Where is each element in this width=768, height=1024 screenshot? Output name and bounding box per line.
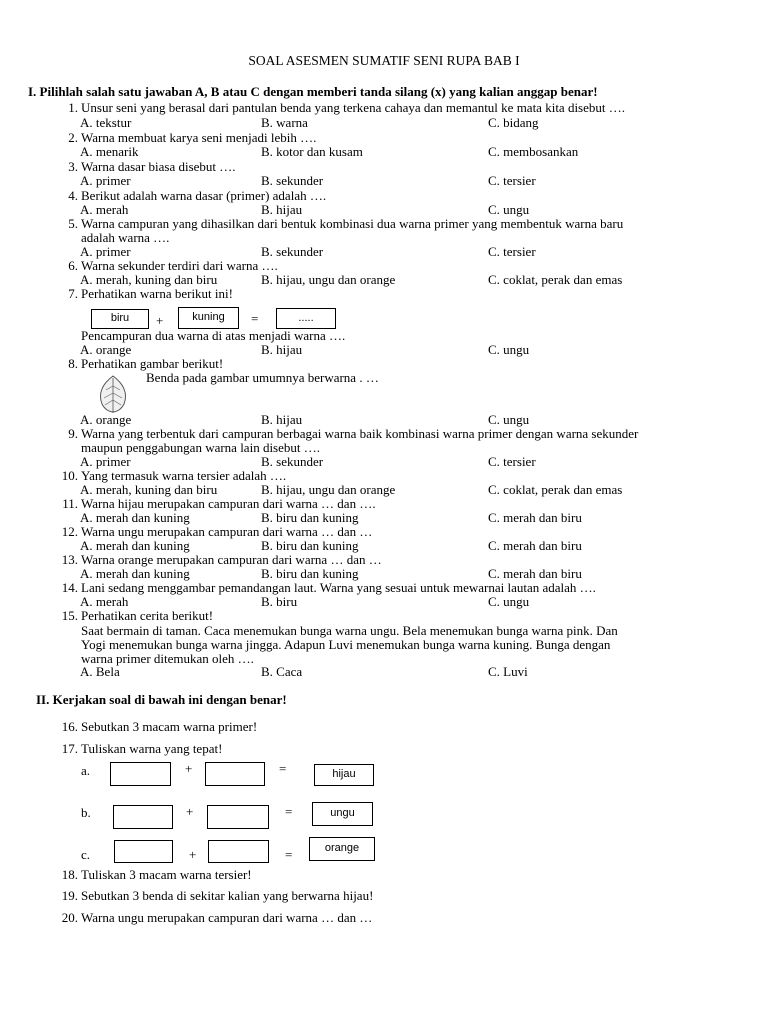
blank-box — [114, 840, 173, 863]
question-text: Warna sekunder terdiri dari warna …. — [81, 258, 278, 273]
question-text-continued: maupun penggabungan warna lain disebut …. — [81, 440, 320, 455]
option-c: C. ungu — [488, 412, 530, 427]
question-text: Perhatikan cerita berikut! — [81, 608, 214, 623]
question-text: Warna orange merupakan campuran dari warna … dan … — [81, 552, 382, 567]
plus-sign: + — [189, 847, 197, 862]
color-box-biru: biru — [91, 309, 149, 329]
option-a: A. merah, kuning dan biru — [80, 482, 218, 497]
option-b: B. sekunder — [261, 173, 324, 188]
blank-box — [205, 762, 265, 786]
option-a: A. merah dan kuning — [80, 510, 190, 525]
option-a: A. merah — [80, 594, 129, 609]
question-number: 16. — [61, 719, 78, 734]
answer-box: ..... — [276, 308, 336, 329]
question-number: 11. — [62, 496, 78, 511]
question-number: 14. — [61, 580, 78, 595]
story-line-3: warna primer ditemukan oleh …. — [81, 651, 254, 666]
plus-sign: + — [156, 313, 164, 328]
color-box-kuning: kuning — [178, 307, 239, 329]
question-text: Warna yang terbentuk dari campuran berbagai warna baik kombinasi warna primer dengan warna sekunder — [81, 426, 639, 441]
plus-sign: + — [185, 761, 193, 776]
option-c: C. ungu — [488, 342, 530, 357]
question-text: Warna dasar biasa disebut …. — [81, 159, 236, 174]
question-number: 2. — [68, 130, 78, 145]
option-a: A. tekstur — [80, 115, 132, 130]
result-box-orange: orange — [309, 837, 375, 861]
question-text-continued: adalah warna …. — [81, 230, 170, 245]
page-title: SOAL ASESMEN SUMATIF SENI RUPA BAB I — [248, 53, 520, 68]
option-c: C. merah dan biru — [488, 510, 582, 525]
option-a: A. orange — [80, 342, 132, 357]
option-a: A. orange — [80, 412, 132, 427]
section-2-heading: II. Kerjakan soal di bawah ini dengan benar! — [36, 692, 287, 707]
row-label-c: c. — [81, 847, 91, 862]
story-line-1: Saat bermain di taman. Caca menemukan bunga warna ungu. Bela menemukan bunga warna pink. Dan — [81, 623, 618, 638]
blank-box — [207, 805, 269, 829]
option-c: C. merah dan biru — [488, 566, 582, 581]
equals-sign: = — [285, 847, 293, 862]
option-c: C. membosankan — [488, 144, 579, 159]
row-label-a: a. — [81, 763, 91, 778]
option-c: C. merah dan biru — [488, 538, 582, 553]
option-c: C. ungu — [488, 594, 530, 609]
question-text: Warna hijau merupakan campuran dari warna … dan …. — [81, 496, 376, 511]
question-text: Sebutkan 3 macam warna primer! — [81, 719, 258, 734]
question-number: 9. — [68, 426, 78, 441]
option-b: B. hijau — [261, 202, 303, 217]
story-line-2: Yogi menemukan bunga warna jingga. Adapun Luvi menemukan bunga warna kuning. Bunga dengan — [81, 637, 611, 652]
question-number: 20. — [61, 910, 78, 925]
option-a: A. primer — [80, 173, 131, 188]
option-b: B. hijau, ungu dan orange — [261, 272, 396, 287]
option-a: A. menarik — [80, 144, 139, 159]
question-text: Unsur seni yang berasal dari pantulan benda yang terkena cahaya dan memantul ke mata kita disebut …. — [81, 100, 626, 115]
equals-sign: = — [279, 761, 287, 776]
option-b: B. biru dan kuning — [261, 566, 359, 581]
question-number: 3. — [68, 159, 78, 174]
question-number: 4. — [68, 188, 78, 203]
option-c: C. coklat, perak dan emas — [488, 272, 623, 287]
question-text: Berikut adalah warna dasar (primer) adalah …. — [81, 188, 327, 203]
option-c: C. ungu — [488, 202, 530, 217]
option-a: A. primer — [80, 244, 131, 259]
question-number: 13. — [61, 552, 78, 567]
question-text: Warna ungu merupakan campuran dari warna … dan … — [81, 524, 373, 539]
question-number: 12. — [61, 524, 78, 539]
option-b: B. hijau — [261, 412, 303, 427]
option-c: C. tersier — [488, 454, 536, 469]
question-text-continued: Benda pada gambar umumnya berwarna . … — [146, 370, 379, 385]
question-number: 8. — [68, 356, 78, 371]
option-c: C. Luvi — [488, 664, 528, 679]
option-b: B. biru — [261, 594, 298, 609]
question-number: 7. — [68, 286, 78, 301]
option-b: B. biru dan kuning — [261, 538, 359, 553]
option-b: B. hijau — [261, 342, 303, 357]
question-text: Lani sedang menggambar pemandangan laut. Warna yang sesuai untuk mewarnai lautan adalah …. — [81, 580, 596, 595]
question-text: Tuliskan 3 macam warna tersier! — [81, 867, 252, 882]
question-number: 10. — [61, 468, 78, 483]
question-text: Perhatikan warna berikut ini! — [81, 286, 233, 301]
question-number: 1. — [68, 100, 78, 115]
question-number: 5. — [68, 216, 78, 231]
option-a: A. merah, kuning dan biru — [80, 272, 218, 287]
option-a: A. primer — [80, 454, 131, 469]
result-box-hijau: hijau — [314, 764, 374, 786]
row-label-b: b. — [81, 805, 91, 820]
option-b: B. hijau, ungu dan orange — [261, 482, 396, 497]
option-c: C. tersier — [488, 173, 536, 188]
option-b: B. Caca — [261, 664, 303, 679]
question-number: 18. — [61, 867, 78, 882]
question-text: Warna membuat karya seni menjadi lebih …. — [81, 130, 317, 145]
question-text: Warna ungu merupakan campuran dari warna … dan … — [81, 910, 373, 925]
option-c: C. coklat, perak dan emas — [488, 482, 623, 497]
equals-sign: = — [251, 311, 259, 326]
option-c: C. bidang — [488, 115, 539, 130]
question-number: 17. — [61, 741, 78, 756]
leaf-icon — [94, 374, 132, 414]
blank-box — [110, 762, 171, 786]
option-b: B. kotor dan kusam — [261, 144, 363, 159]
blank-box — [208, 840, 269, 863]
option-b: B. warna — [261, 115, 308, 130]
question-text: Yang termasuk warna tersier adalah …. — [81, 468, 287, 483]
blank-box — [113, 805, 173, 829]
question-number: 6. — [68, 258, 78, 273]
option-b: B. sekunder — [261, 244, 324, 259]
option-a: A. merah dan kuning — [80, 538, 190, 553]
section-1-heading: I. Pilihlah salah satu jawaban A, B atau C dengan memberi tanda silang (x) yang kalian anggap benar! — [28, 84, 598, 99]
result-box-ungu: ungu — [312, 802, 373, 826]
equals-sign: = — [285, 804, 293, 819]
question-number: 15. — [61, 608, 78, 623]
question-text: Tuliskan warna yang tepat! — [81, 741, 223, 756]
option-a: A. merah dan kuning — [80, 566, 190, 581]
question-text-continued: Pencampuran dua warna di atas menjadi warna …. — [81, 328, 346, 343]
option-c: C. tersier — [488, 244, 536, 259]
option-a: A. Bela — [80, 664, 120, 679]
question-text: Sebutkan 3 benda di sekitar kalian yang berwarna hijau! — [81, 888, 374, 903]
option-b: B. sekunder — [261, 454, 324, 469]
question-number: 19. — [61, 888, 78, 903]
question-text: Perhatikan gambar berikut! — [81, 356, 224, 371]
plus-sign: + — [186, 804, 194, 819]
option-b: B. biru dan kuning — [261, 510, 359, 525]
option-a: A. merah — [80, 202, 129, 217]
question-text: Warna campuran yang dihasilkan dari bentuk kombinasi dua warna primer yang membentuk warna baru — [81, 216, 624, 231]
